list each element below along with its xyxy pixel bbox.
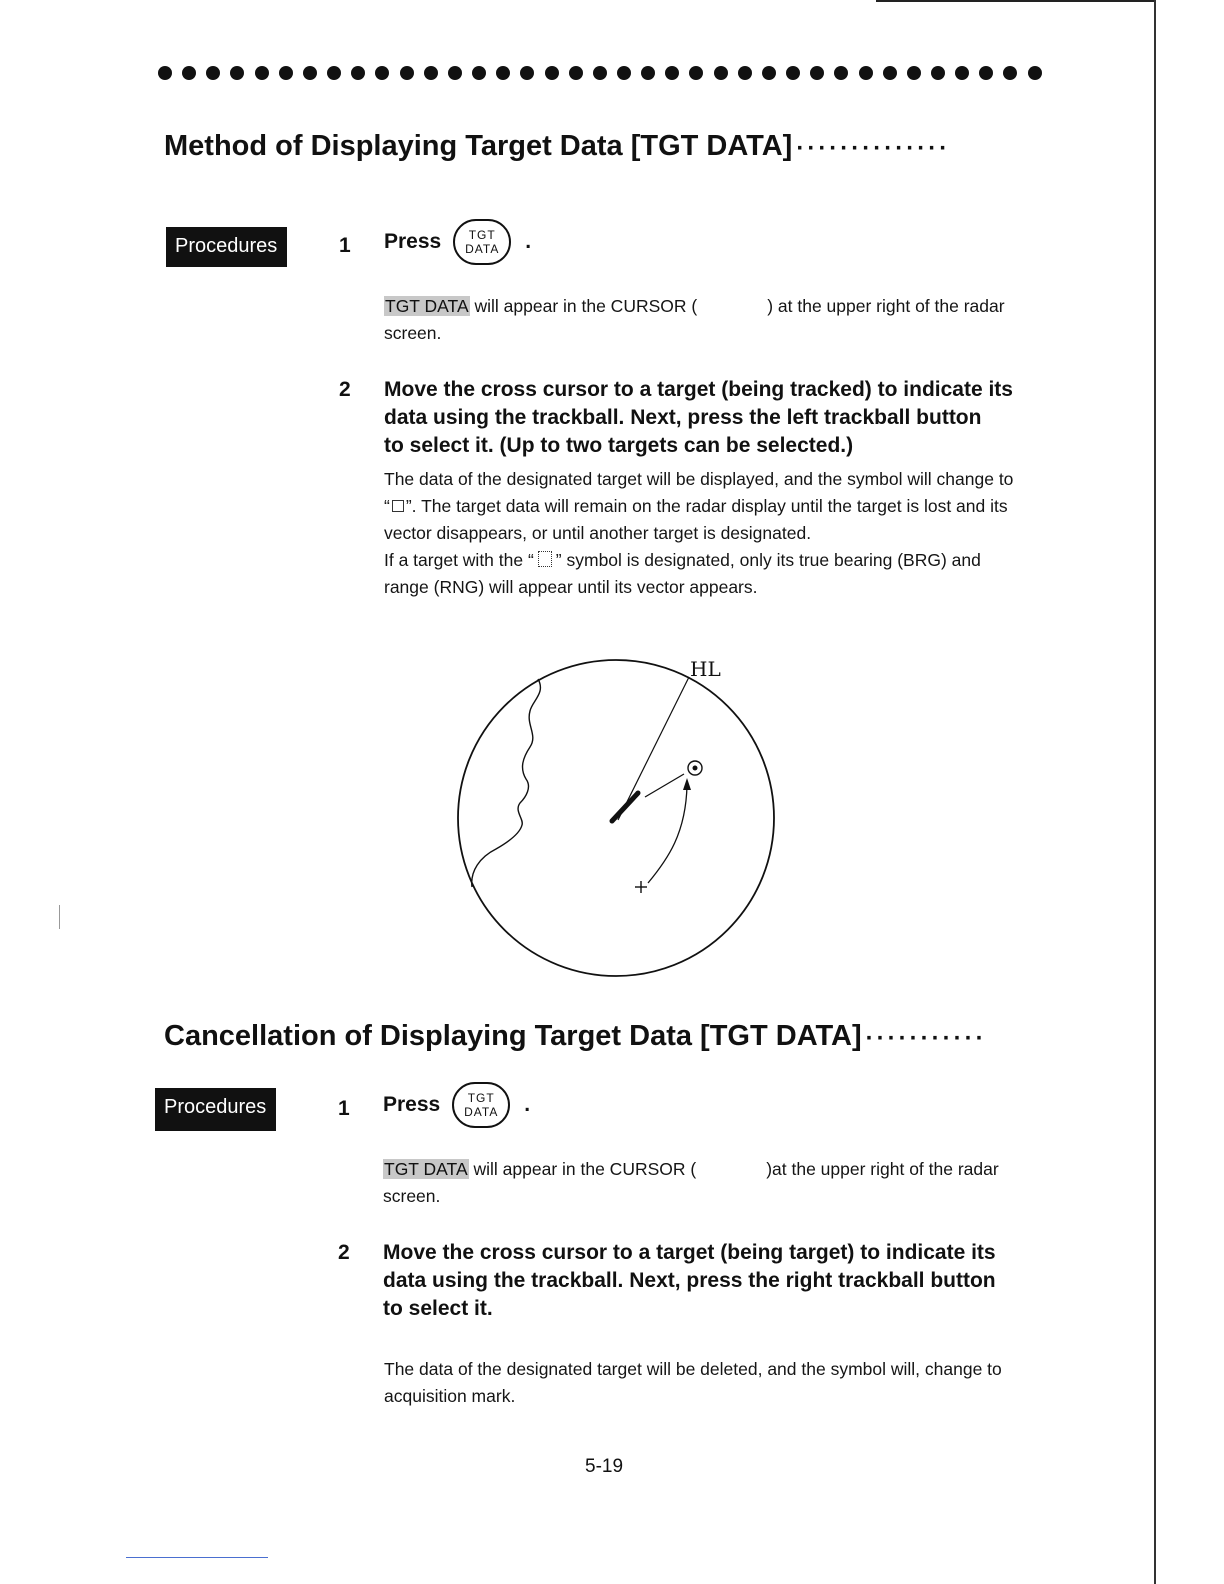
- rule-dot: [351, 66, 365, 80]
- dotted-rule: [158, 66, 1042, 80]
- rule-dot: [255, 66, 269, 80]
- rule-dot: [931, 66, 945, 80]
- radar-diagram: [440, 645, 800, 990]
- procedures-badge: Procedures: [155, 1088, 276, 1131]
- scan-edge-line-top: [876, 0, 1156, 2]
- step1-text-c: screen.: [384, 323, 442, 343]
- tgt-data-indicator: TGT DATA: [384, 1159, 468, 1179]
- step-number: 1: [339, 234, 351, 257]
- step1-text-c: screen.: [383, 1186, 441, 1206]
- rule-dot: [907, 66, 921, 80]
- rule-dot: [1028, 66, 1042, 80]
- rule-dot: [279, 66, 293, 80]
- rule-dot: [303, 66, 317, 80]
- step1-text-b: ) at the upper right of the radar: [767, 296, 1005, 316]
- rule-dot: [738, 66, 752, 80]
- rule-dot: [955, 66, 969, 80]
- tgt-data-key-icon: [452, 1082, 510, 1128]
- step2-title-line: data using the trackball. Next, press the right trackball button: [383, 1269, 996, 1292]
- desc-text: If a target with the “: [384, 550, 534, 570]
- rule-dot: [762, 66, 776, 80]
- period: .: [525, 230, 532, 253]
- step1-text-a: will appear in the CURSOR (: [468, 1159, 697, 1179]
- rule-dot: [375, 66, 389, 80]
- scan-edge-line-right: [1154, 0, 1156, 1584]
- cursor-path: [648, 785, 687, 883]
- arrow-head-icon: [683, 778, 691, 790]
- rule-dot: [230, 66, 244, 80]
- desc-line: The data of the designated target will be displayed, and the symbol will change to: [384, 469, 1014, 489]
- scan-mark-left: [59, 905, 60, 929]
- step2-title-line: to select it.: [383, 1297, 493, 1320]
- step2-title-line: data using the trackball. Next, press the left trackball button: [384, 406, 982, 429]
- step2-title-line: Move the cross cursor to a target (being target) to indicate its: [383, 1241, 996, 1264]
- rule-dot: [617, 66, 631, 80]
- scan-edge-line-bottom: [126, 1557, 268, 1558]
- rule-dot: [327, 66, 341, 80]
- rule-dot: [859, 66, 873, 80]
- tgt-data-key-icon: [453, 219, 511, 265]
- key-label-line1: TGT: [468, 228, 496, 242]
- desc-line: [384, 547, 1104, 574]
- rule-dot: [810, 66, 824, 80]
- desc-text: ” symbol is designated, only its true bearing (BRG) and: [555, 550, 981, 570]
- step-number: 2: [339, 378, 351, 401]
- step-number: 1: [338, 1097, 350, 1120]
- rule-dot: [545, 66, 559, 80]
- target-vector: [645, 774, 684, 797]
- press-label: Press: [383, 1093, 441, 1116]
- step1-text-b: )at the upper right of the radar: [766, 1159, 999, 1179]
- coastline: [472, 679, 541, 887]
- rule-dot: [834, 66, 848, 80]
- rule-dot: [689, 66, 703, 80]
- rule-dot: [979, 66, 993, 80]
- heading-text: Cancellation of Displaying Target Data [TGT DATA]: [164, 1020, 862, 1052]
- rule-dot: [496, 66, 510, 80]
- rule-dot: [472, 66, 486, 80]
- rule-dot: [400, 66, 414, 80]
- desc-line: [384, 493, 1104, 520]
- step1-text-a: will appear in the CURSOR (: [469, 296, 698, 316]
- press-instruction: [384, 219, 531, 265]
- rule-dot: [182, 66, 196, 80]
- step1-description: [383, 1156, 1083, 1210]
- rule-dot: [569, 66, 583, 80]
- quote-open: “: [384, 496, 390, 516]
- rule-dot: [158, 66, 172, 80]
- step1-description: [384, 293, 1084, 347]
- page-number: 5-19: [585, 1456, 624, 1477]
- press-instruction: [383, 1082, 530, 1128]
- hl-label: HL: [690, 657, 721, 681]
- tracked-target-dot: [693, 766, 698, 771]
- rule-dot: [883, 66, 897, 80]
- procedures-badge: Procedures: [166, 227, 287, 267]
- step2-description: [384, 466, 1104, 601]
- desc-line: vector disappears, or until another target is designated.: [384, 523, 812, 543]
- own-ship-echo: [612, 793, 638, 821]
- dashed-square-symbol-icon: [538, 551, 552, 567]
- key-label-line2: DATA: [465, 242, 500, 256]
- heading-text: Method of Displaying Target Data [TGT DATA]: [164, 130, 793, 162]
- step2-title: [384, 376, 1104, 460]
- rule-dot: [665, 66, 679, 80]
- section-heading-display: [164, 130, 950, 163]
- step-number: 2: [338, 1241, 350, 1264]
- rule-dot: [520, 66, 534, 80]
- key-label-line2: DATA: [464, 1105, 499, 1119]
- rule-dot: [1003, 66, 1017, 80]
- desc-line: acquisition mark.: [384, 1386, 516, 1406]
- rule-dot: [593, 66, 607, 80]
- tgt-data-indicator: TGT DATA: [385, 296, 469, 316]
- step2-title-line: Move the cross cursor to a target (being tracked) to indicate its: [384, 378, 1013, 401]
- rule-dot: [206, 66, 220, 80]
- rule-dot: [424, 66, 438, 80]
- heading-leader-dots: ···········: [865, 1025, 987, 1052]
- step2-title: [383, 1239, 1103, 1323]
- desc-line: The data of the designated target will be deleted, and the symbol will, change to: [384, 1359, 1002, 1379]
- heading-line: [618, 677, 689, 820]
- step2-description: [384, 1356, 1104, 1410]
- rule-dot: [641, 66, 655, 80]
- desc-text: ”. The target data will remain on the radar display until the target is lost and its: [405, 496, 1008, 516]
- period: .: [524, 1093, 531, 1116]
- press-label: Press: [384, 230, 442, 253]
- step2-title-line: to select it. (Up to two targets can be selected.): [384, 434, 854, 457]
- key-label-line1: TGT: [467, 1091, 495, 1105]
- square-symbol-icon: [392, 500, 404, 512]
- section-heading-cancel: [164, 1020, 987, 1053]
- rule-dot: [786, 66, 800, 80]
- rule-dot: [714, 66, 728, 80]
- heading-leader-dots: ··············: [796, 135, 951, 162]
- rule-dot: [448, 66, 462, 80]
- desc-line: range (RNG) will appear until its vector appears.: [384, 577, 758, 597]
